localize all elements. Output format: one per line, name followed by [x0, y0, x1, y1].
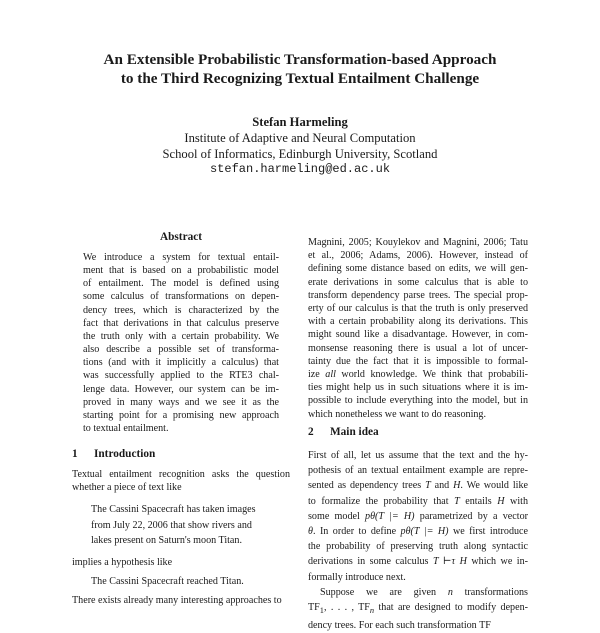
abstract-line: the truth only with a certain probability. We: [83, 330, 279, 342]
math-expression: T ⊢τ H: [432, 556, 467, 568]
intro-last-line: There exists already many interesting approaches to: [72, 595, 282, 606]
related-work-paragraph: [308, 236, 528, 421]
math-symbol: θ: [308, 526, 313, 538]
text-fragment: . We would like: [460, 480, 529, 492]
text-fragment: we first introduce: [448, 526, 529, 538]
text-fragment: derivations in some calculus: [308, 556, 433, 568]
section-title: Main idea: [330, 426, 379, 438]
text-line: [308, 494, 528, 509]
text-line: et al., 2006; Adams, 2006). However, instead of: [308, 250, 528, 262]
text-line: monsense reasoning there is usual a lot of uncer-: [308, 342, 528, 354]
subscript: 1: [319, 606, 324, 616]
section-1-heading: [72, 448, 290, 460]
paper-title: [0, 50, 600, 88]
text-fragment: with: [504, 495, 529, 507]
text-line: with a certain probability along its derivations. This: [308, 316, 528, 328]
title-line-1: An Extensible Probabilistic Transformation-based Approach: [103, 51, 497, 68]
text-line: erty of our calculus is that the truth is only preserved: [308, 303, 528, 315]
abstract-line: to textual entailment.: [83, 423, 169, 435]
text-fragment: sented as dependency trees: [308, 480, 426, 492]
text-line: tainty due the fact that it is impossible to formal-: [308, 355, 528, 367]
intro-quote-1: [72, 502, 290, 549]
text-fragment: and: [430, 480, 454, 492]
author-name: Stefan Harmeling: [252, 115, 348, 129]
text-line: [308, 368, 528, 381]
abstract-line: ment that is based on a probabilistic model: [83, 265, 279, 277]
abstract-line: some calculus of transformations on depen-: [83, 291, 279, 303]
subscript: n: [369, 606, 375, 616]
text-fragment: , . . . , TF: [323, 602, 370, 614]
intro-between: implies a hypothesis like: [72, 557, 173, 568]
text-line: defining some distance based on edits, we will gen-: [308, 263, 528, 275]
text-line: erate derivations in some calculus that is able to: [308, 276, 528, 288]
text-line: dency trees. For each such transformation TF: [308, 620, 491, 632]
text-fragment: transformations: [452, 586, 528, 598]
abstract-line: also describe a possible set of transforma-: [83, 344, 279, 356]
text-fragment: entails: [459, 495, 498, 507]
abstract-line: tions (and with it implicitly a calculus) that: [83, 357, 279, 369]
text-line: the probability of preserving truth along syntactic: [308, 541, 528, 553]
text-line: Magnini, 2005; Kouylekov and Magnini, 2006; Tatu: [308, 237, 528, 248]
abstract-heading: Abstract: [159, 231, 203, 243]
author-email: stefan.harmeling@ed.ac.uk: [209, 162, 391, 177]
text-fragment: which we in-: [466, 556, 528, 568]
section-title: Introduction: [94, 448, 156, 460]
intro-text: [72, 468, 290, 494]
math-symbol: H: [497, 495, 505, 507]
quote-paragraph: [72, 502, 290, 549]
text-line: lakes present on Saturn's moon Titan.: [91, 535, 242, 546]
section-number: 2: [308, 426, 314, 438]
section-number: 1: [72, 448, 78, 460]
abstract-line: was successfully applied to the RTE3 chal-: [83, 370, 279, 382]
abstract-line: starting point for a promising new approach: [83, 409, 279, 421]
affiliation-school: School of Informatics, Edinburgh University, Scotland: [162, 146, 438, 161]
text-line: which nonetheless we want to do reasoning.: [308, 408, 487, 420]
text-line: The Cassini Spacecraft reached Titan.: [91, 576, 244, 587]
math-expression: pθ(T |= H): [400, 526, 449, 538]
abstract-body: [83, 251, 279, 435]
text-fragment: world knowledge. We think that probabili-: [335, 369, 528, 381]
affiliation-institute: Institute of Adaptive and Neural Computation: [184, 130, 416, 145]
text-line: [308, 585, 528, 600]
author-block: [0, 115, 600, 178]
text-line: [308, 478, 528, 493]
text-line: from July 22, 2006 that show rivers and: [91, 519, 252, 531]
emphasis: all: [325, 369, 336, 381]
text-fragment: that are designed to modify depen-: [374, 602, 528, 614]
math-symbol: n: [447, 586, 453, 598]
intro-paragraph: [72, 468, 290, 494]
main-idea-paragraph: [308, 448, 528, 633]
text-line: The Cassini Spacecraft has taken images: [91, 504, 256, 515]
text-line: might sound like a disadvantage. However, in com-: [308, 329, 528, 341]
abstract-line: fact that derivations in that calculus preserve: [83, 317, 279, 329]
abstract-line: lenge data. However, our system can be im-: [83, 383, 279, 395]
abstract-line: of entailment. The model is defined using: [83, 278, 279, 290]
text-line: [308, 600, 528, 618]
abstract-line: proved in many ways and we see it as the: [83, 396, 279, 408]
text-line: [308, 524, 528, 539]
text-fragment: Suppose we are given: [320, 586, 448, 598]
main-idea-text: [308, 448, 528, 633]
text-line: formally introduce next.: [308, 571, 406, 583]
math-symbol: H: [453, 480, 461, 492]
math-symbol: T: [425, 480, 431, 492]
text-fragment: some model: [308, 510, 366, 522]
text-fragment: parametrized by a vector: [414, 510, 528, 522]
math-symbol: T: [454, 495, 460, 507]
text-line: pothesis of an textual entailment example are repre-: [308, 465, 528, 477]
right-column-text: [308, 236, 528, 421]
text-fragment: TF: [308, 602, 320, 614]
section-2-heading: [308, 426, 528, 438]
text-line: possible to include everything into the model, but in: [308, 395, 528, 407]
text-fragment: ize: [308, 369, 326, 381]
text-line: whether a piece of text like: [72, 482, 182, 494]
title-line-2: to the Third Recognizing Textual Entailment Challenge: [120, 70, 480, 87]
math-expression: pθ(T |= H): [365, 510, 415, 522]
text-line: Textual entailment recognition asks the question: [72, 469, 290, 480]
abstract-line: dency trees, which is characterized by the: [83, 304, 279, 316]
text-line: [308, 554, 528, 569]
text-line: First of all, let us assume that the text and the hy-: [308, 450, 528, 461]
text-line: ties might help us in such situations where it is im-: [308, 382, 528, 394]
text-fragment: . In order to define: [312, 526, 401, 538]
text-fragment: to formalize the probability that: [308, 495, 455, 507]
abstract-line: We introduce a system for textual entail-: [83, 252, 279, 263]
text-line: [308, 509, 528, 524]
text-line: transform dependency parse trees. The special prop-: [308, 289, 528, 301]
intro-quote-2: [72, 574, 290, 590]
quote-paragraph: [72, 574, 290, 590]
